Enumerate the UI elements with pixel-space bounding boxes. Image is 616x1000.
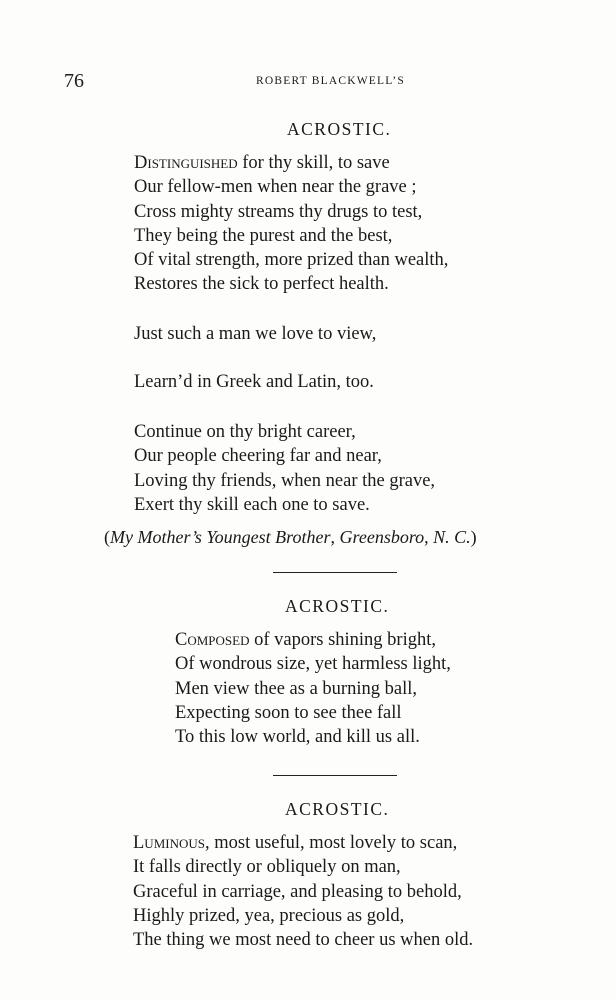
poem-first-word: Distinguished [134, 153, 238, 173]
page-number: 76 [64, 70, 84, 92]
page-header [0, 70, 616, 96]
poem-line: Men view thee as a burning ball, [175, 678, 417, 699]
poem-line: Our people cheering far and near, [134, 446, 382, 467]
poem-line: Cross mighty streams thy drugs to test, [134, 201, 423, 222]
poem-line: Our fellow-men when near the grave ; [134, 177, 417, 198]
section-1-poem [134, 151, 448, 297]
section-2-title: ACROSTIC. [285, 596, 390, 616]
poem-line: Loving thy friends, when near the grave, [134, 470, 436, 491]
section-1-title: ACROSTIC. [287, 119, 392, 139]
poem-first-word: Luminous [133, 833, 205, 853]
poem-line: Learn’d in Greek and Latin, too. [134, 372, 374, 392]
poem-line: They being the purest and the best, [134, 225, 393, 246]
poem-line: Exert thy skill each one to save. [134, 494, 370, 515]
section-1-stanza-2 [134, 322, 376, 346]
poem-line: Expecting soon to see thee fall [175, 702, 402, 723]
section-divider [273, 572, 397, 573]
poem-line: Of vital strength, more prized than wealth, [134, 250, 449, 271]
attribution: (My Mother’s Youngest Brother, Greensboro, N. C.) [104, 527, 477, 547]
running-head: ROBERT BLACKWELL’S [256, 75, 406, 87]
section-1-stanza-3 [134, 370, 374, 394]
section-1-stanza-4 [134, 420, 435, 517]
poem-line: Continue on thy bright career, [134, 422, 356, 442]
poem-line: Highly prized, yea, precious as gold, [133, 905, 405, 926]
section-3-title: ACROSTIC. [285, 799, 390, 819]
poem-line: Restores the sick to perfect health. [134, 274, 389, 295]
poem-line: Composed of vapors shining bright, [175, 630, 436, 650]
poem-line: Graceful in carriage, and pleasing to behold, [133, 881, 462, 902]
poem-line: Distinguished for thy skill, to save [134, 153, 390, 173]
poem-line: To this low world, and kill us all. [175, 727, 420, 748]
poem-line: The thing we most need to cheer us when old. [133, 930, 474, 951]
poem-line: Of wondrous size, yet harmless light, [175, 654, 451, 675]
poem-line: It falls directly or obliquely on man, [133, 857, 401, 878]
poem-first-word: Composed [175, 630, 250, 650]
section-3-poem [133, 831, 473, 952]
poem-line: Just such a man we love to view, [134, 324, 377, 344]
section-2-poem [175, 628, 451, 749]
section-divider [273, 775, 397, 776]
poem-line: Luminous, most useful, most lovely to scan, [133, 833, 458, 853]
